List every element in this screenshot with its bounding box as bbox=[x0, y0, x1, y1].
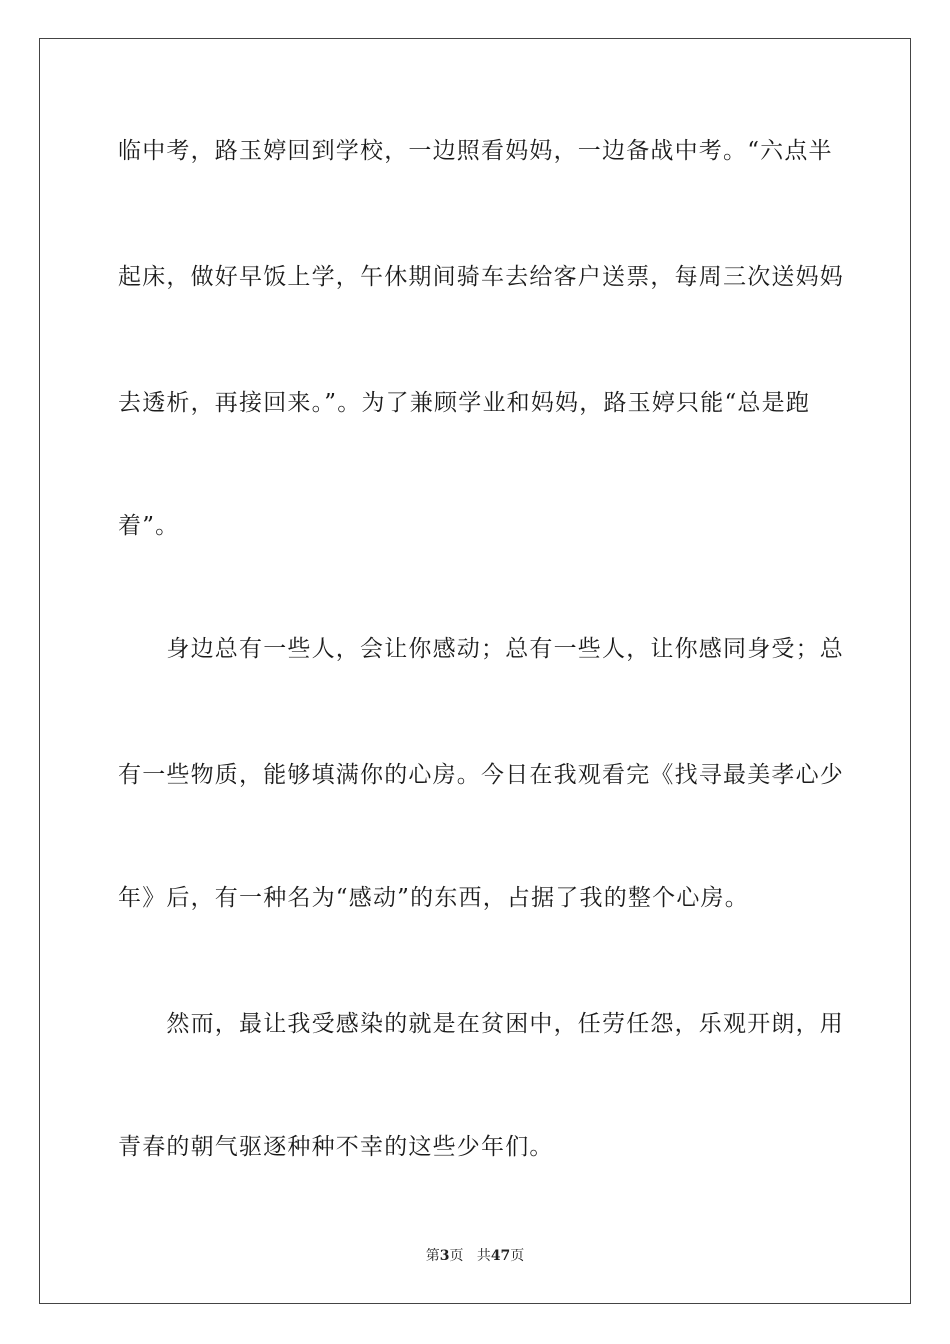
text-line: 年》后，有一种名为“感动”的东西，占据了我的整个心房。 bbox=[118, 885, 749, 911]
page-border bbox=[39, 38, 911, 1304]
page-suffix: 页 bbox=[449, 1248, 464, 1264]
page-number: 3 bbox=[439, 1248, 450, 1264]
paragraph-start-line: 然而，最让我受感染的就是在贫困中，任劳任怨，乐观开朗，用 bbox=[118, 1011, 844, 1037]
text-line: 起床，做好早饭上学，午休期间骑车去给客户送票，每周三次送妈妈 bbox=[118, 264, 844, 290]
text-line: 去透析，再接回来。”。为了兼顾学业和妈妈，路玉婷只能“总是跑 bbox=[118, 390, 811, 416]
total-prefix: 共 bbox=[476, 1248, 491, 1264]
paragraph-start-line: 身边总有一些人，会让你感动；总有一些人，让你感同身受；总 bbox=[118, 636, 844, 662]
total-pages: 47 bbox=[490, 1248, 511, 1264]
text-line: 临中考，路玉婷回到学校，一边照看妈妈，一边备战中考。“六点半 bbox=[118, 138, 833, 164]
text-line: 有一些物质，能够填满你的心房。今日在我观看完《找寻最美孝心少 bbox=[118, 762, 844, 788]
total-suffix: 页 bbox=[510, 1248, 525, 1264]
text-line: 青春的朝气驱逐种种不幸的这些少年们。 bbox=[118, 1134, 554, 1160]
page-prefix: 第 bbox=[425, 1248, 440, 1264]
text-line: 着”。 bbox=[118, 513, 180, 539]
page-footer bbox=[0, 1247, 950, 1265]
